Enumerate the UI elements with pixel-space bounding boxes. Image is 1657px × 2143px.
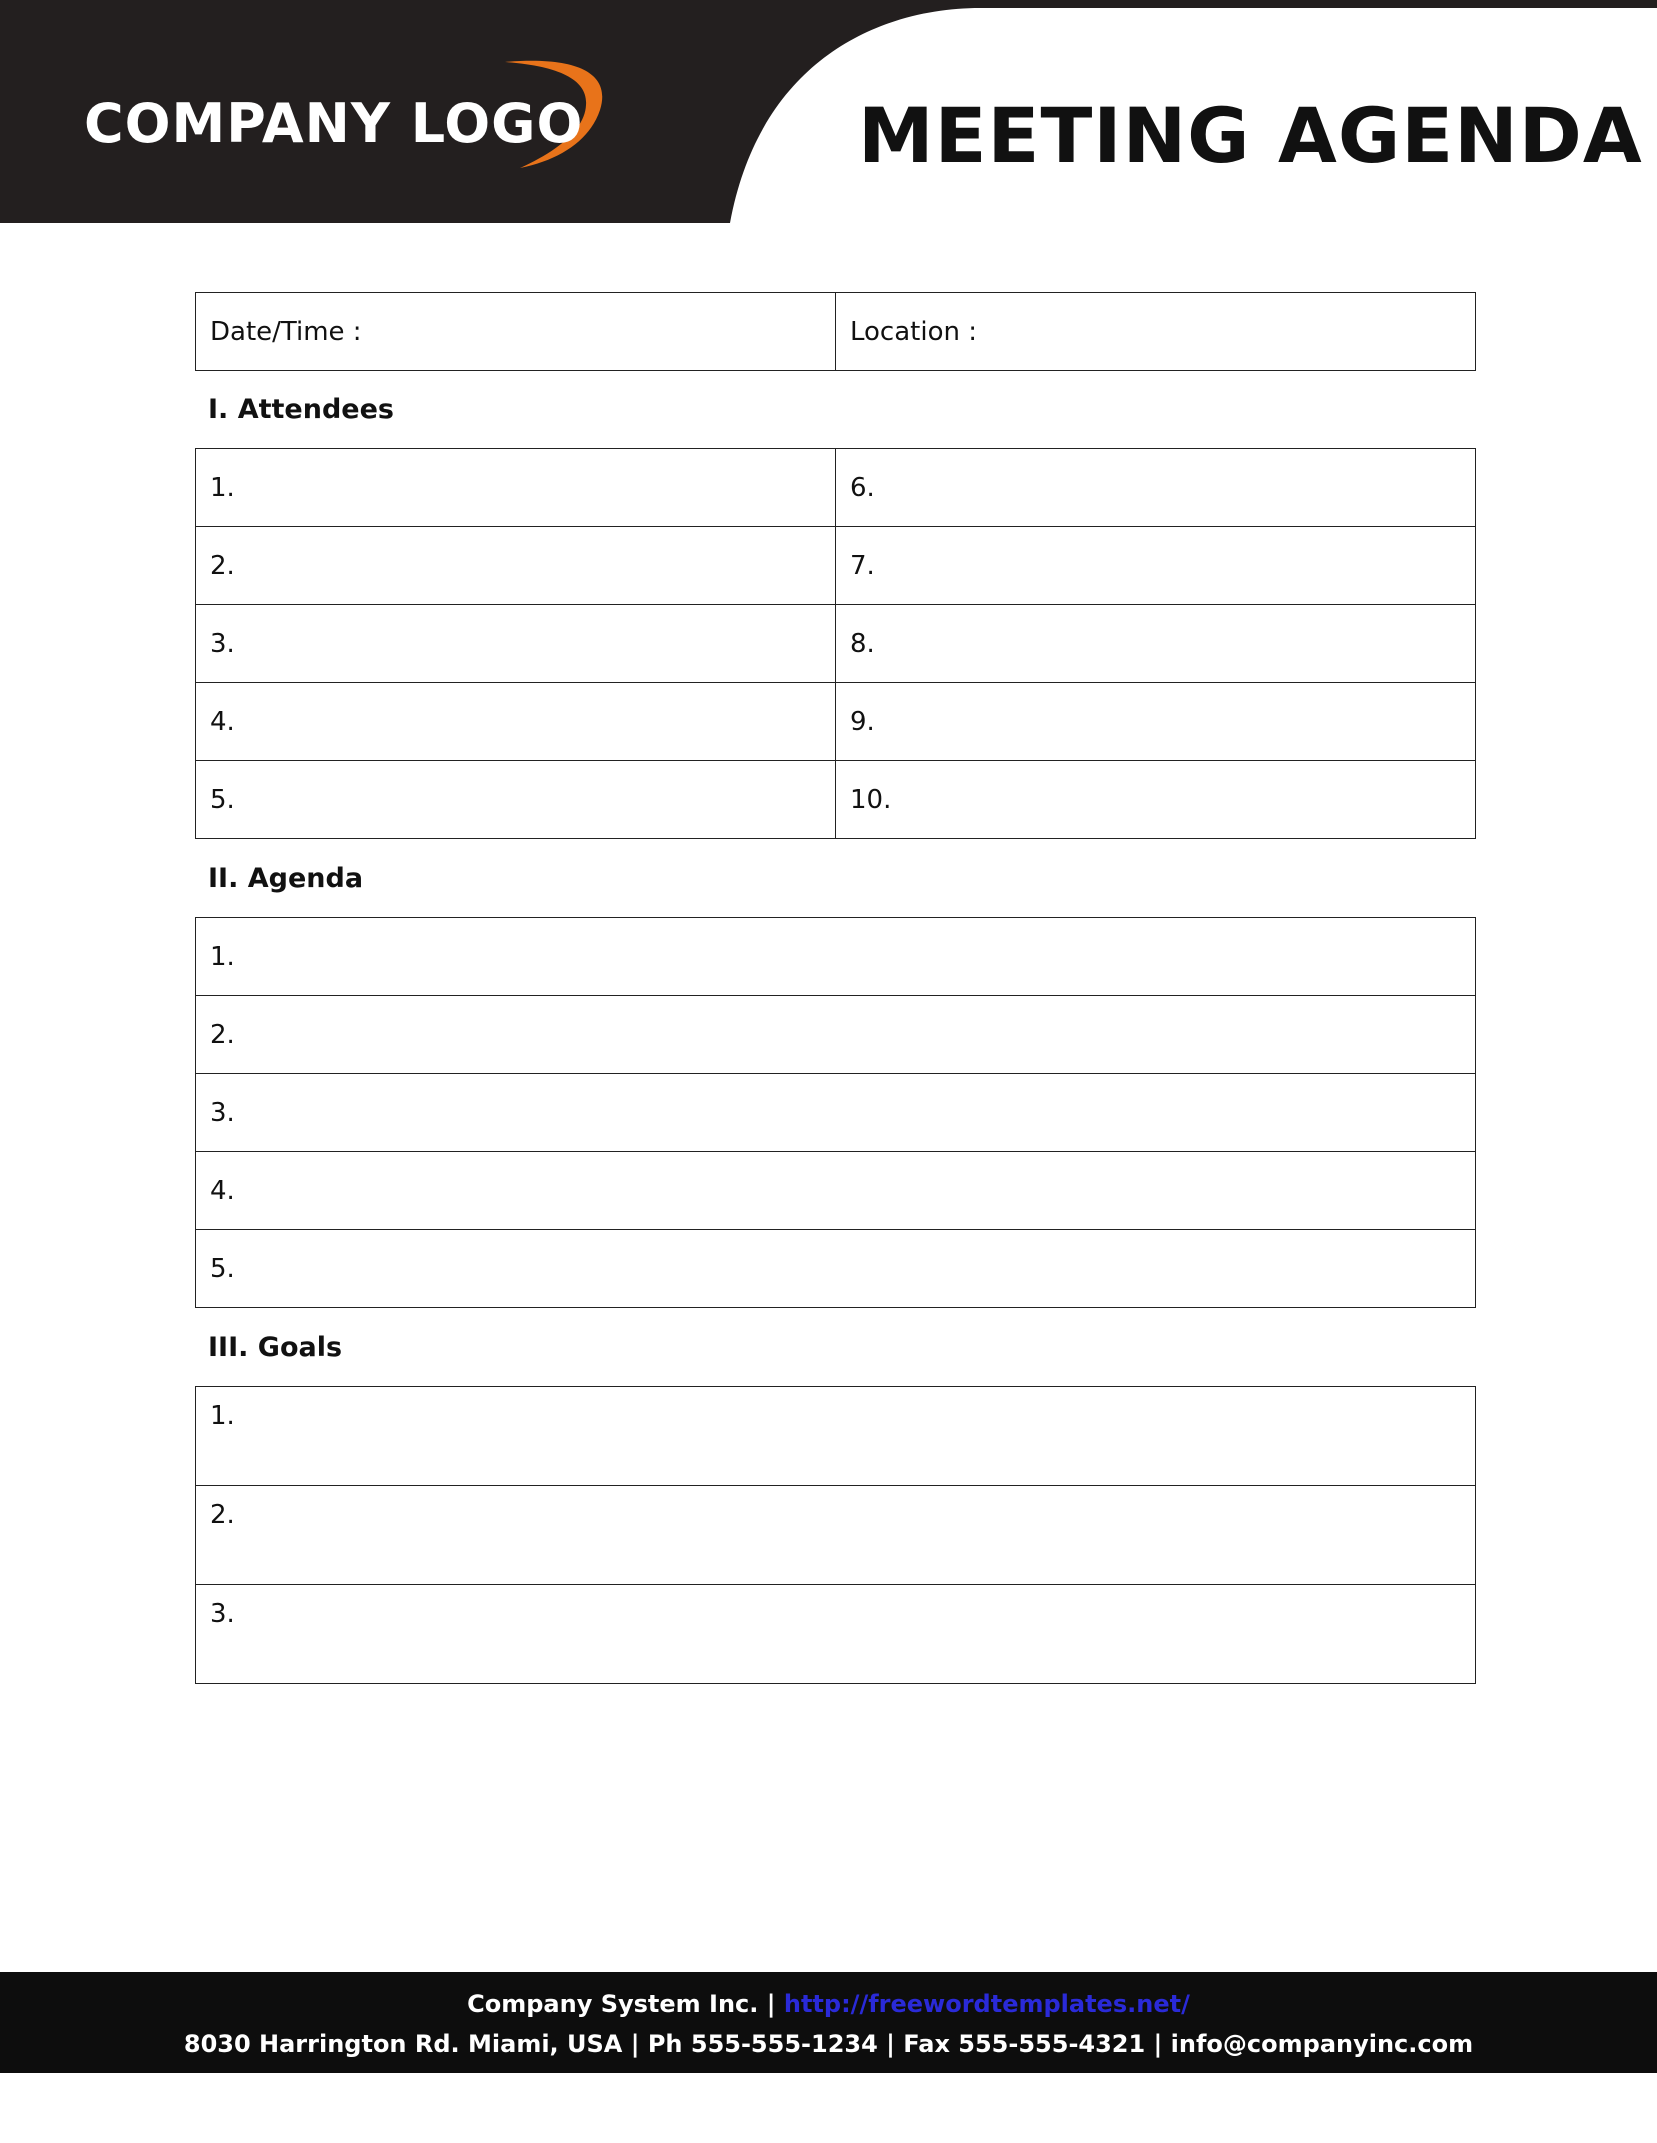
attendee-field[interactable]: 6. bbox=[836, 449, 1476, 527]
company-logo: COMPANY LOGO bbox=[84, 92, 584, 155]
attendee-field[interactable]: 4. bbox=[196, 683, 836, 761]
agenda-item-field[interactable]: 2. bbox=[196, 996, 1476, 1074]
table-row bbox=[196, 1387, 1476, 1486]
table-row bbox=[196, 1074, 1476, 1152]
table-row bbox=[196, 1152, 1476, 1230]
table-row bbox=[196, 1230, 1476, 1308]
agenda-item-field[interactable]: 3. bbox=[196, 1074, 1476, 1152]
table-row bbox=[196, 1486, 1476, 1585]
footer-company-name: Company System Inc. | bbox=[467, 1990, 784, 2018]
attendee-field[interactable]: 5. bbox=[196, 761, 836, 839]
page-title: MEETING AGENDA bbox=[858, 91, 1643, 180]
attendee-field[interactable]: 9. bbox=[836, 683, 1476, 761]
agenda-item-field[interactable]: 5. bbox=[196, 1230, 1476, 1308]
table-row bbox=[196, 1585, 1476, 1684]
table-row bbox=[196, 996, 1476, 1074]
attendees-table bbox=[195, 448, 1476, 839]
goal-item-field[interactable]: 2. bbox=[196, 1486, 1476, 1585]
agenda-table bbox=[195, 917, 1476, 1308]
table-row bbox=[196, 918, 1476, 996]
attendee-field[interactable]: 1. bbox=[196, 449, 836, 527]
footer-address-line: 8030 Harrington Rd. Miami, USA | Ph 555-555-1234 | Fax 555-555-4321 | info@companyinc.com bbox=[183, 2030, 1474, 2058]
attendee-field[interactable]: 2. bbox=[196, 527, 836, 605]
agenda-item-field[interactable]: 4. bbox=[196, 1152, 1476, 1230]
goals-heading: III. Goals bbox=[208, 1332, 343, 1363]
goals-table bbox=[195, 1386, 1476, 1684]
goal-item-field[interactable]: 1. bbox=[196, 1387, 1476, 1486]
agenda-heading: II. Agenda bbox=[208, 863, 364, 894]
attendee-field[interactable]: 7. bbox=[836, 527, 1476, 605]
footer-url-link[interactable]: http://freewordtemplates.net/ bbox=[783, 1990, 1190, 2018]
location-field[interactable]: Location : bbox=[836, 293, 1476, 371]
page-footer bbox=[0, 1972, 1657, 2073]
goal-item-field[interactable]: 3. bbox=[196, 1585, 1476, 1684]
table-row bbox=[196, 761, 1476, 839]
attendee-field[interactable]: 10. bbox=[836, 761, 1476, 839]
date-time-field[interactable]: Date/Time : bbox=[196, 293, 836, 371]
table-row bbox=[196, 683, 1476, 761]
table-row bbox=[196, 449, 1476, 527]
table-row bbox=[196, 527, 1476, 605]
attendee-field[interactable]: 8. bbox=[836, 605, 1476, 683]
agenda-item-field[interactable]: 1. bbox=[196, 918, 1476, 996]
attendee-field[interactable]: 3. bbox=[196, 605, 836, 683]
attendees-heading: I. Attendees bbox=[208, 394, 394, 425]
footer-company-line bbox=[0, 1990, 1657, 2019]
meta-table bbox=[195, 292, 1476, 371]
table-row bbox=[196, 605, 1476, 683]
